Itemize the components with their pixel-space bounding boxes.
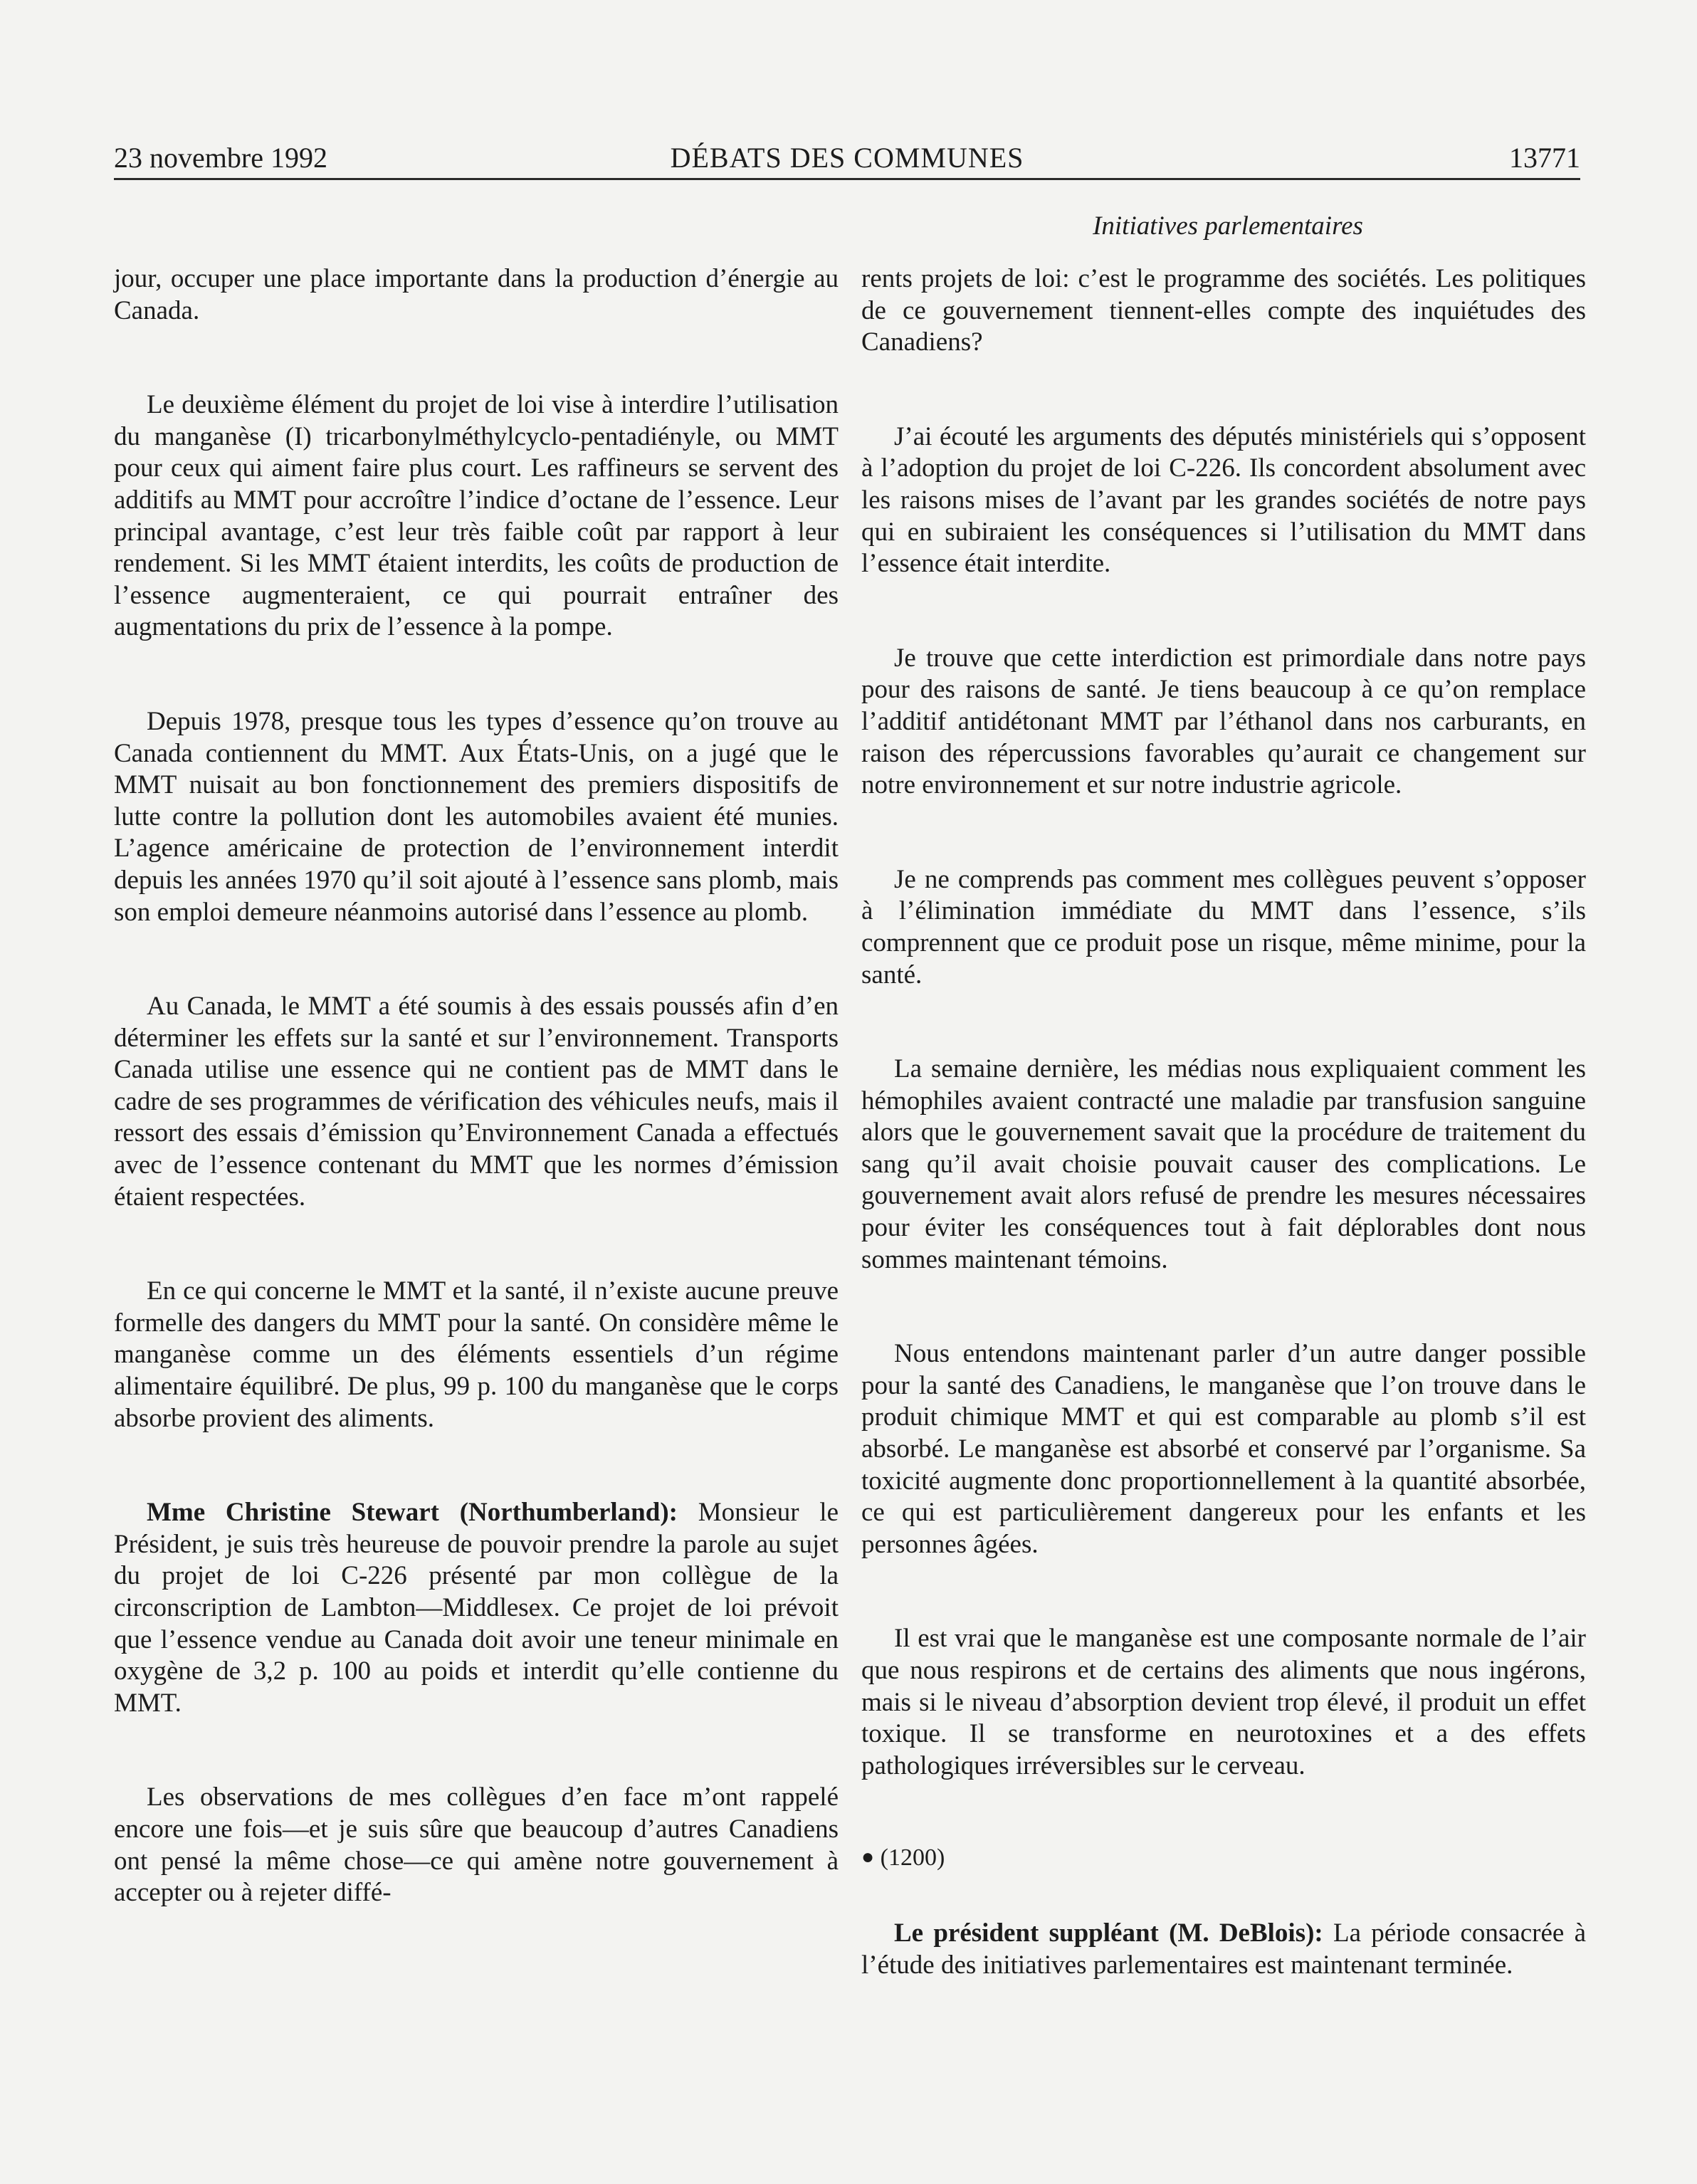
- header-date: 23 novembre 1992: [114, 142, 327, 174]
- time-marker: [861, 1842, 1586, 1874]
- speech-paragraph: [114, 1497, 839, 1719]
- speech-text: Monsieur le Président, je suis très heureuse de pouvoir prendre la parole au sujet du projet de loi C-226 présenté par mon collègue de la circonscription de Lambton—Middlesex. Ce projet de loi prévoit que l’essence vendue au Canada doit avoir une teneur minimale en oxygène de 3,2 p. 100 au poids et interdit qu’elle contienne du MMT.: [114, 1498, 839, 1718]
- time-marker-text: (1200): [880, 1844, 945, 1871]
- speech-text: La période consacrée à l’étude des initiatives parlementaires est maintenant terminée.: [861, 1918, 1586, 1980]
- paragraph: Il est vrai que le manganèse est une composante normale de l’air que nous respirons et de certains des aliments que nous ingérons, mais si le niveau d’absorption devient trop élevé, il produit un effet toxique. Il se transforme en neurotoxines et a des effets pathologiques irréversibles sur le cerveau.: [861, 1624, 1586, 1780]
- paragraph: Le deuxième élément du projet de loi vise à interdire l’utilisation du manganèse (I) tricarbonylméthylcyclo-pentadiényle, ou MMT pour ceux qui aiment faire plus court. Les raffineurs se servent des additifs au MMT pour accroître l’indice d’octane de l’essence. Leur principal avantage, c’est leur très faible coût par rapport à leur rendement. Si les MMT étaient interdits, les coûts de production de l’essence augmenteraient, ce qui pourrait entraîner des augmentations du prix de l’essence à la pompe.: [114, 390, 839, 642]
- section-title: Initiatives parlementaires: [1093, 211, 1363, 241]
- speaker-name: Mme Christine Stewart (Northumberland):: [147, 1498, 678, 1528]
- paragraph: J’ai écouté les arguments des députés ministériels qui s’opposent à l’adoption du projet de loi C-226. Ils concordent absolument avec les raisons mises de l’avant par les grandes sociétés de notre pays qui en subiraient les conséquences si l’utilisation du MMT dans l’essence était interdite.: [861, 421, 1586, 579]
- paragraph: Les observations de mes collègues d’en face m’ont rappelé encore une fois—et je suis sûre que beaucoup d’autres Canadiens ont pensé la même chose—ce qui amène notre gouvernement à accepter ou à rejeter diffé-: [114, 1783, 839, 1908]
- speech-paragraph: [861, 1918, 1586, 1981]
- paragraph: La semaine dernière, les médias nous expliquaient comment les hémophiles avaient contracté une maladie par transfusion sanguine alors que le gouvernement savait que la procédure de traitement du sang qu’il avait choisie pouvait causer des complications. Le gouvernement avait alors refusé de prendre les mesures nécessaires pour éviter les conséquences tout à fait déplorables dont nous sommes maintenant témoins.: [861, 1054, 1586, 1274]
- right-column: [861, 263, 1586, 1982]
- paragraph: Depuis 1978, presque tous les types d’essence qu’on trouve au Canada contiennent du MMT. Aux États-Unis, on a jugé que le MMT nuisait au bon fonctionnement des premiers dispositifs de lutte contre la pollution dont les automobiles avaient été munies. L’agence américaine de protection de l’environnement interdit depuis les années 1970 qu’il soit ajouté à l’essence sans plomb, mais son emploi demeure néanmoins autorisé dans l’essence au plomb.: [114, 706, 839, 927]
- paragraph: jour, occuper une place importante dans la production d’énergie au Canada.: [114, 264, 839, 325]
- page-header: [114, 140, 1580, 177]
- paragraph: rents projets de loi: c’est le programme des sociétés. Les politiques de ce gouvernement tiennent-elles compte des inquiétudes des Canadiens?: [861, 264, 1586, 357]
- bullet-icon: ●: [861, 1845, 875, 1869]
- header-page-number: 13771: [1509, 142, 1580, 174]
- paragraph: Nous entendons maintenant parler d’un autre danger possible pour la santé des Canadiens, le manganèse que l’on trouve dans le produit chimique MMT et qui est comparable au plomb s’il est absorbé. Le manganèse est absorbé et conservé par l’organisme. Sa toxicité augmente donc proportionnellement à la quantité absorbée, ce qui est particulièrement dangereux pour les enfants et les personnes âgées.: [861, 1339, 1586, 1559]
- paragraph: Je trouve que cette interdiction est primordiale dans notre pays pour des raisons de santé. Je tiens beaucoup à ce qu’on remplace l’additif antidétonant MMT par l’éthanol dans nos carburants, en raison des répercussions favorables qu’aurait ce changement sur notre environnement et sur notre industrie agricole.: [861, 643, 1586, 800]
- header-title: DÉBATS DES COMMUNES: [670, 142, 1024, 174]
- paragraph: Je ne comprends pas comment mes collègues peuvent s’opposer à l’élimination immédiate du MMT dans l’essence, s’ils comprennent que ce produit pose un risque, même minime, pour la santé.: [861, 864, 1586, 989]
- paragraph: Au Canada, le MMT a été soumis à des essais poussés afin d’en déterminer les effets sur la santé et sur l’environnement. Transports Canada utilise une essence qui ne contient pas de MMT dans le cadre de ses programmes de vérification des véhicules neufs, mais il ressort des essais d’émission qu’Environnement Canada a effectués avec de l’essence contenant du MMT que les normes d’émission étaient respectées.: [114, 992, 839, 1212]
- header-rule: [114, 178, 1580, 180]
- left-column: [114, 263, 839, 1909]
- speaker-name: Le président suppléant (M. DeBlois):: [894, 1918, 1323, 1948]
- paragraph: En ce qui concerne le MMT et la santé, il n’existe aucune preuve formelle des dangers du MMT pour la santé. On considère même le manganèse comme un des éléments essentiels d’un régime alimentaire équilibré. De plus, 99 p. 100 du manganèse que le corps absorbe provient des aliments.: [114, 1276, 839, 1433]
